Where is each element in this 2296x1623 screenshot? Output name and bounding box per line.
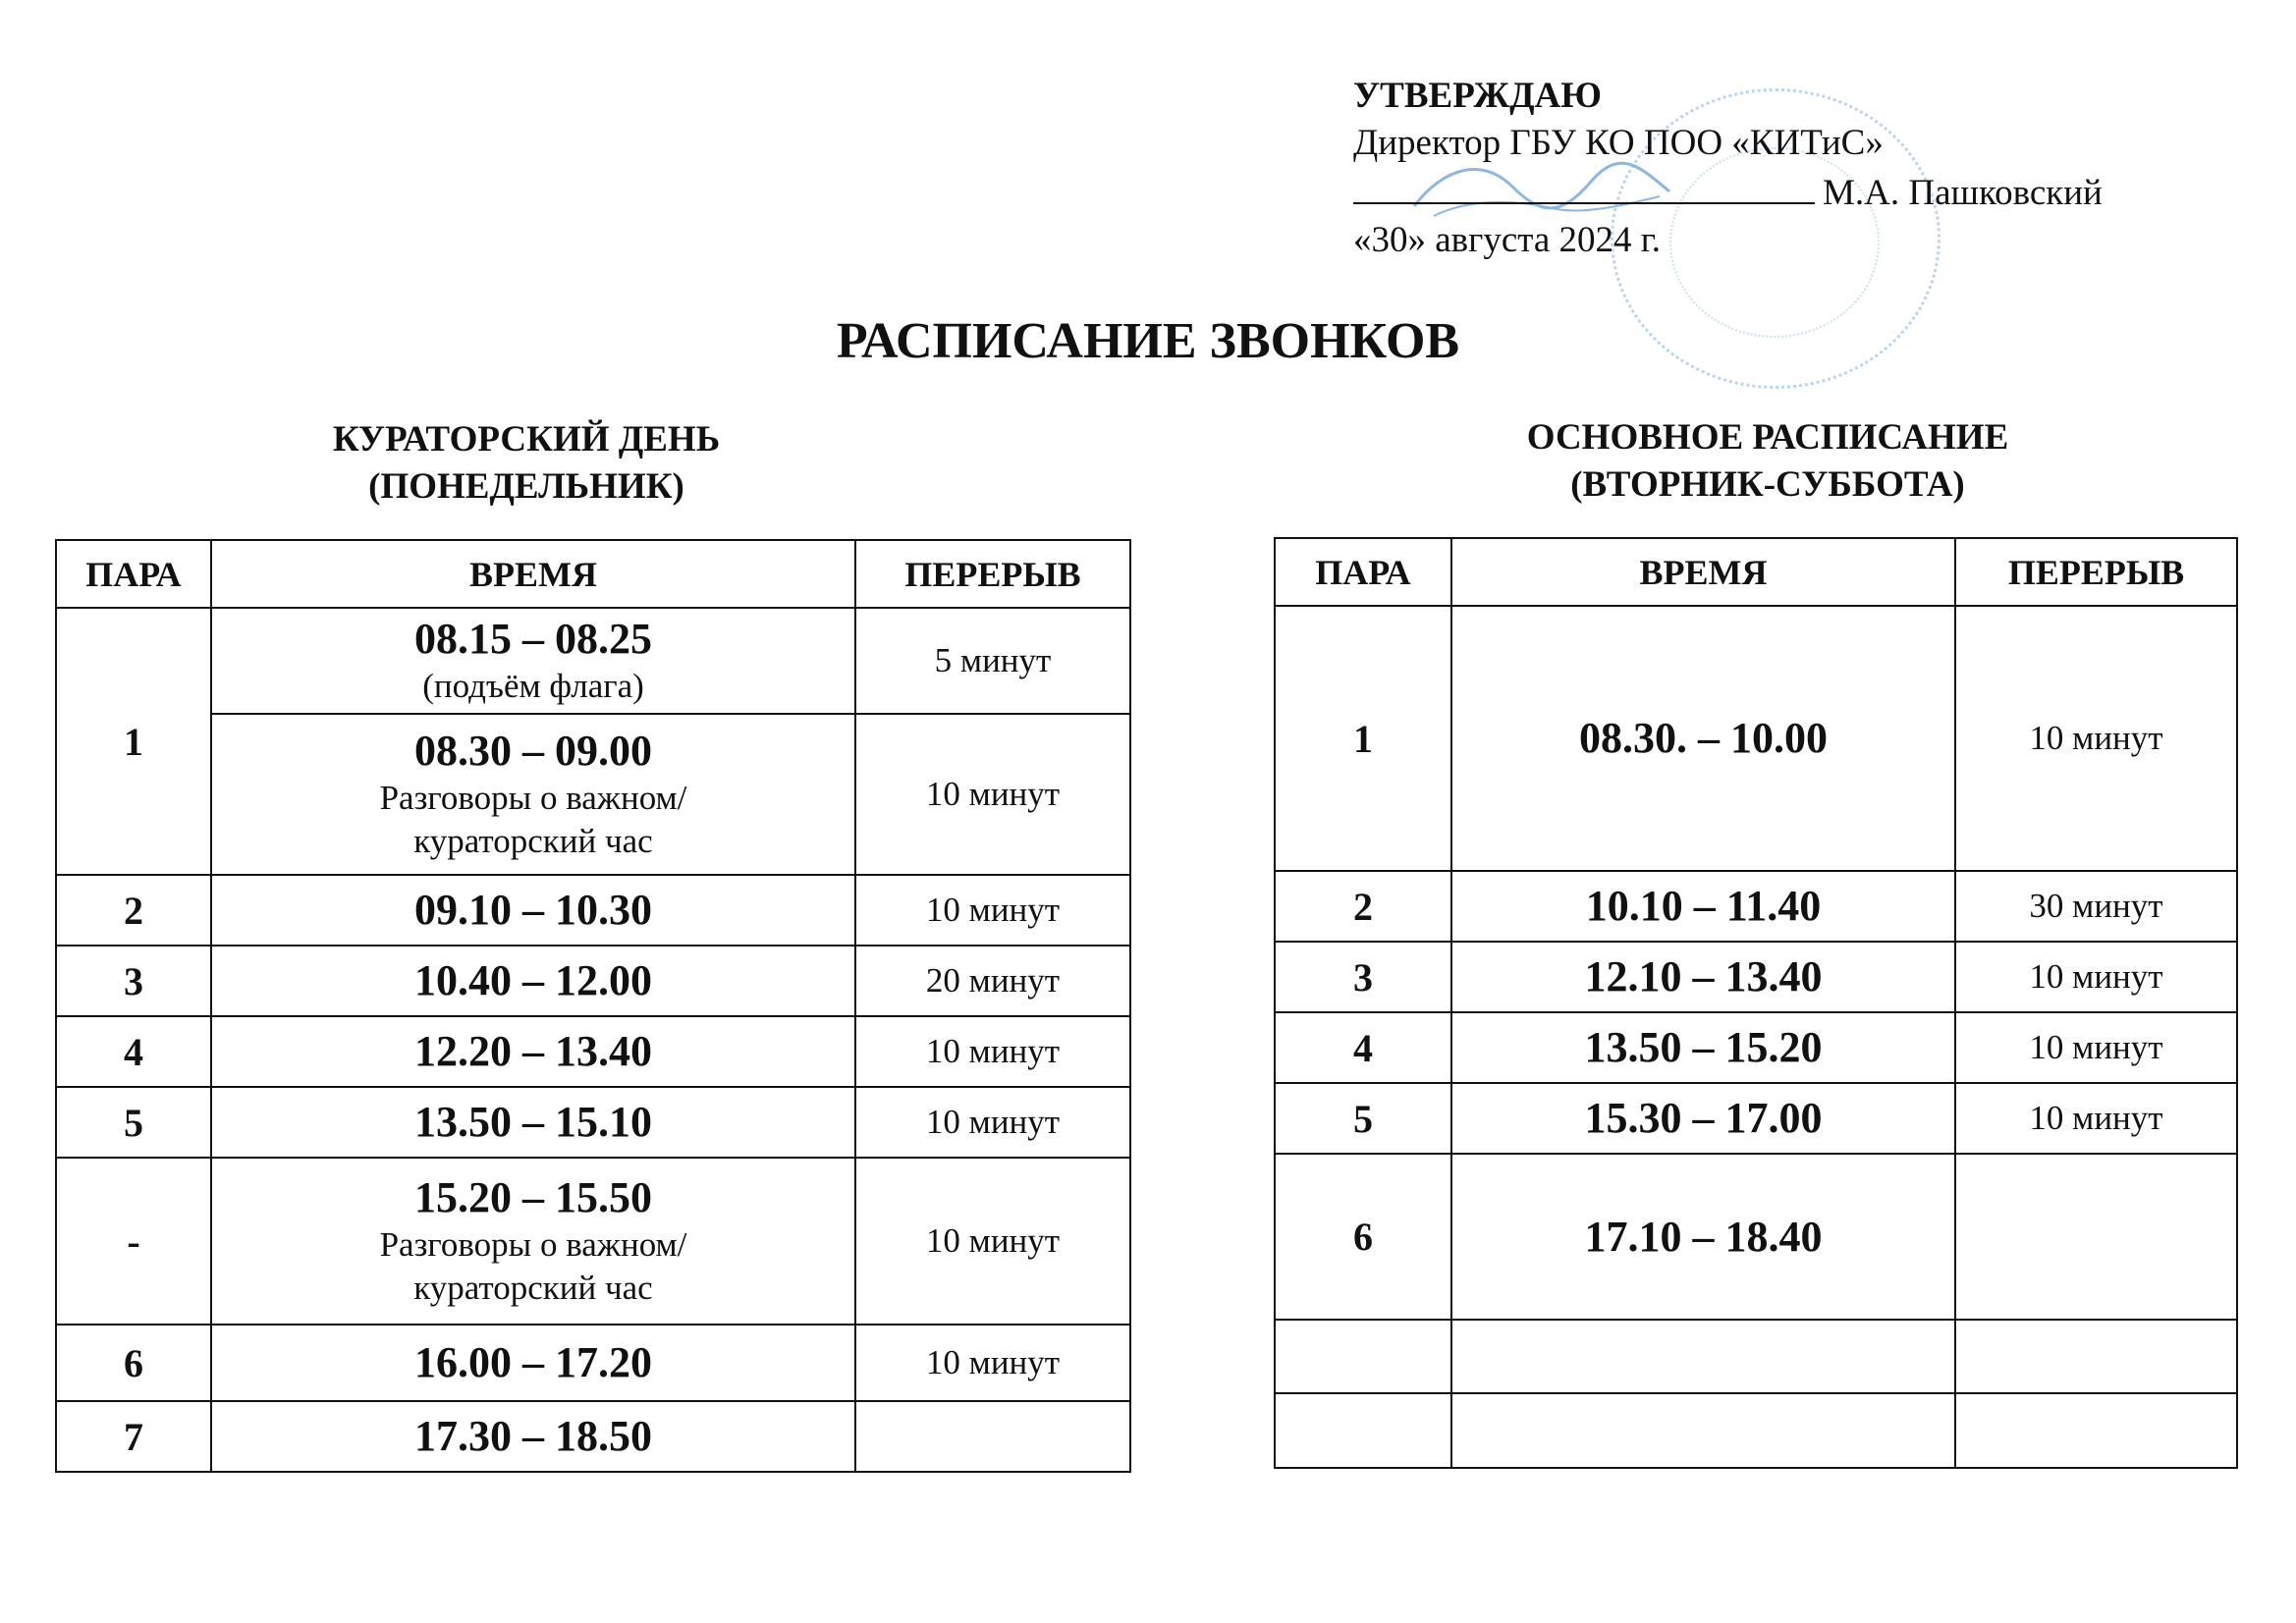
pair-cell: 5 (1275, 1083, 1451, 1154)
pair-cell (1275, 1393, 1451, 1468)
break-cell (1955, 1320, 2237, 1393)
header-pair: ПАРА (1275, 538, 1451, 606)
break-cell: 10 минут (855, 1325, 1130, 1401)
break-cell: 10 минут (855, 1087, 1130, 1158)
break-cell (1955, 1393, 2237, 1468)
pair-cell: 3 (1275, 942, 1451, 1012)
time-note-2: кураторский час (413, 1269, 653, 1307)
table-row (56, 946, 1130, 1016)
break-cell: 20 минут (855, 946, 1130, 1016)
time-cell: 10.40 – 12.00 (211, 946, 855, 1016)
pair-cell: 2 (1275, 871, 1451, 942)
right-subtitle (825, 414, 2296, 509)
time-cell (211, 714, 855, 875)
time-cell: 12.20 – 13.40 (211, 1016, 855, 1087)
pair-cell: 6 (1275, 1154, 1451, 1320)
time-value: 08.30 – 09.00 (414, 727, 652, 775)
header-break: ПЕРЕРЫВ (855, 540, 1130, 608)
break-cell: 10 минут (855, 1016, 1130, 1087)
time-cell: 08.30. – 10.00 (1451, 606, 1955, 871)
monday-schedule-table (55, 539, 1131, 1473)
time-cell: 13.50 – 15.20 (1451, 1012, 1955, 1083)
time-note: (подъём флага) (422, 667, 644, 705)
break-cell: 10 минут (855, 1158, 1130, 1325)
time-cell (1451, 1393, 1955, 1468)
left-subtitle-line1: КУРАТОРСКИЙ ДЕНЬ (332, 419, 721, 460)
header-time: ВРЕМЯ (1451, 538, 1955, 606)
approval-heading: УТВЕРЖДАЮ (1353, 76, 1602, 116)
time-value: 08.15 – 08.25 (414, 615, 652, 663)
break-cell: 10 минут (1955, 1083, 2237, 1154)
time-note: Разговоры о важном/ (379, 1225, 687, 1264)
approval-block (1353, 73, 2103, 264)
header-pair: ПАРА (56, 540, 211, 608)
table-row (1275, 1083, 2237, 1154)
table-header-row (56, 540, 1130, 608)
time-cell (211, 1158, 855, 1325)
table-row (56, 608, 1130, 714)
table-row (56, 1158, 1130, 1325)
break-cell: 10 минут (1955, 1012, 2237, 1083)
time-cell: 12.10 – 13.40 (1451, 942, 1955, 1012)
pair-cell: 3 (56, 946, 211, 1016)
table-row (1275, 1320, 2237, 1393)
table-row (56, 1401, 1130, 1472)
break-cell: 10 минут (855, 714, 1130, 875)
pair-cell: 1 (1275, 606, 1451, 871)
approval-date: «30» августа 2024 г. (1353, 220, 1662, 260)
time-value: 15.20 – 15.50 (414, 1173, 652, 1221)
pair-cell (1275, 1320, 1451, 1393)
pair-cell: 1 (56, 608, 211, 875)
right-subtitle-line1: ОСНОВНОЕ РАСПИСАНИЕ (1526, 417, 2009, 458)
header-break: ПЕРЕРЫВ (1955, 538, 2237, 606)
break-cell (1955, 1154, 2237, 1320)
signature-line (1353, 167, 1815, 204)
page-title: РАСПИСАНИЕ ЗВОНКОВ (836, 313, 1460, 369)
time-cell: 09.10 – 10.30 (211, 875, 855, 946)
pair-cell: 4 (1275, 1012, 1451, 1083)
time-cell: 17.30 – 18.50 (211, 1401, 855, 1472)
break-cell: 10 минут (855, 875, 1130, 946)
time-cell (211, 608, 855, 714)
pair-cell: 6 (56, 1325, 211, 1401)
time-note-2: кураторский час (413, 822, 653, 860)
time-note: Разговоры о важном/ (379, 779, 687, 817)
time-cell: 15.30 – 17.00 (1451, 1083, 1955, 1154)
header-time: ВРЕМЯ (211, 540, 855, 608)
time-cell: 16.00 – 17.20 (211, 1325, 855, 1401)
pair-cell: 2 (56, 875, 211, 946)
table-row (1275, 1012, 2237, 1083)
time-cell: 13.50 – 15.10 (211, 1087, 855, 1158)
table-row (56, 714, 1130, 875)
break-cell: 10 минут (1955, 942, 2237, 1012)
time-cell: 17.10 – 18.40 (1451, 1154, 1955, 1320)
table-row (56, 875, 1130, 946)
break-cell: 5 минут (855, 608, 1130, 714)
table-row (1275, 606, 2237, 871)
pair-cell: 5 (56, 1087, 211, 1158)
pair-cell: - (56, 1158, 211, 1325)
weekday-schedule-table (1274, 537, 2238, 1469)
table-row (1275, 1154, 2237, 1320)
approval-name: М.А. Пашковский (1823, 173, 2103, 213)
left-subtitle-line2: (ПОНЕДЕЛЬНИК) (368, 466, 684, 507)
approval-position: Директор ГБУ КО ПОО «КИТиС» (1353, 123, 1884, 163)
time-cell (1451, 1320, 1955, 1393)
table-row (1275, 1393, 2237, 1468)
table-row (56, 1325, 1130, 1401)
table-row (1275, 871, 2237, 942)
break-cell (855, 1401, 1130, 1472)
table-row (1275, 942, 2237, 1012)
table-row (56, 1016, 1130, 1087)
table-header-row (1275, 538, 2237, 606)
right-subtitle-line2: (ВТОРНИК-СУББОТА) (1570, 464, 1965, 505)
time-cell: 10.10 – 11.40 (1451, 871, 1955, 942)
break-cell: 10 минут (1955, 606, 2237, 871)
table-row (56, 1087, 1130, 1158)
break-cell: 30 минут (1955, 871, 2237, 942)
pair-cell: 7 (56, 1401, 211, 1472)
pair-cell: 4 (56, 1016, 211, 1087)
